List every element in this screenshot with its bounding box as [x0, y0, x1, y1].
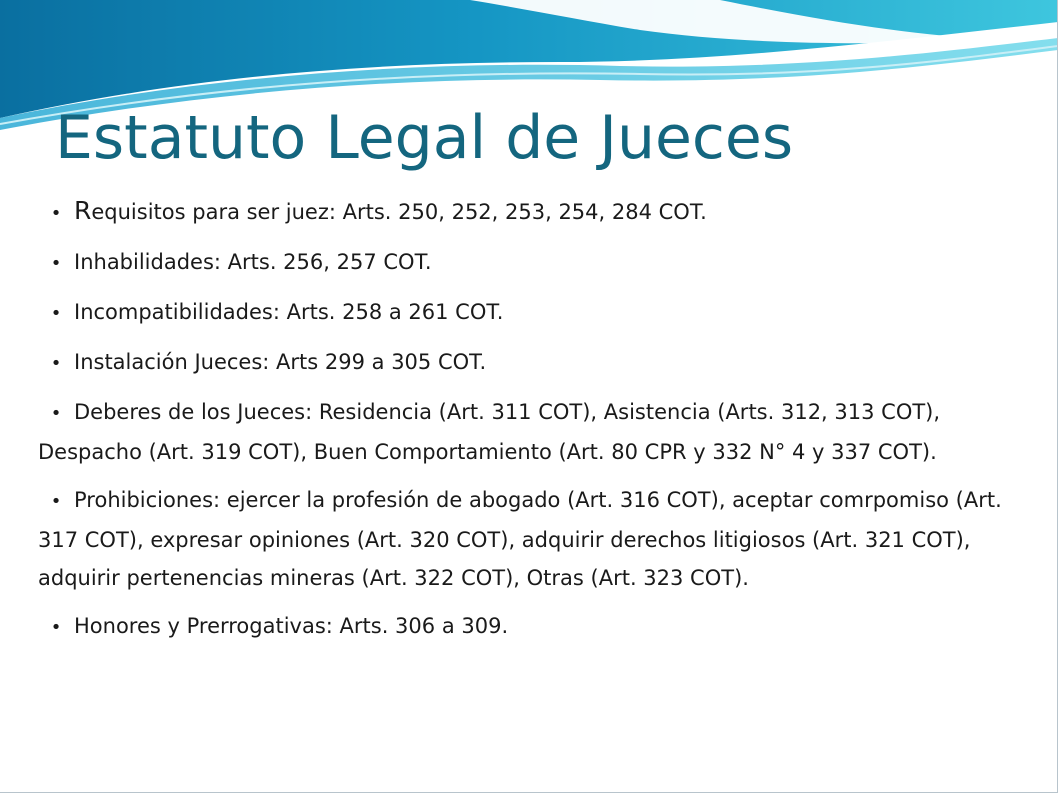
- bullet-text: Honores y Prerrogativas: Arts. 306 a 309.: [74, 614, 509, 638]
- drop-letter: R: [74, 196, 92, 225]
- bullet-text: Incompatibilidades: Arts. 258 a 261 COT.: [74, 300, 504, 324]
- bullet-text: Inhabilidades: Arts. 256, 257 COT.: [74, 250, 432, 274]
- bullet-text: Deberes de los Jueces: Residencia (Art. 311 COT), Asistencia (Arts. 312, 313 COT), Despacho (Art. 319 COT), Buen Comportamiento (Art. 80 CPR y 332 N° 4 y 337 COT).: [38, 400, 941, 464]
- bullet-item-incompatibilidades: [38, 293, 1013, 333]
- bullet-text: equisitos para ser juez: Arts. 250, 252, 253, 254, 284 COT.: [91, 200, 707, 224]
- bullet-text: Prohibiciones: ejercer la profesión de abogado (Art. 316 COT), aceptar comrpomiso (Art. 317 COT), expresar opiniones (Art. 320 COT), adquirir derechos litigiosos (Art. 321 COT), adquirir pertenencias mineras (Art. 322 COT), Otras (Art. 323 COT).: [38, 488, 1002, 590]
- bullet-icon: [38, 295, 74, 333]
- bullet-item-instalacion: [38, 343, 1013, 383]
- bullet-icon: [38, 483, 74, 521]
- bullet-item-honores: [38, 607, 1013, 647]
- bullet-text: Instalación Jueces: Arts 299 a 305 COT.: [74, 350, 487, 374]
- slide-title: Estatuto Legal de Jueces: [55, 103, 794, 173]
- bullet-icon: [38, 245, 74, 283]
- bullet-icon: [38, 609, 74, 647]
- bullet-item-inhabilidades: [38, 243, 1013, 283]
- bullet-icon: [38, 195, 74, 233]
- bullet-item-prohibiciones: [38, 481, 1013, 597]
- bullet-item-requisitos: [38, 192, 1013, 233]
- bullet-icon: [38, 395, 74, 433]
- bullet-list: [38, 192, 1013, 657]
- bullet-icon: [38, 345, 74, 383]
- bullet-item-deberes: [38, 393, 1013, 471]
